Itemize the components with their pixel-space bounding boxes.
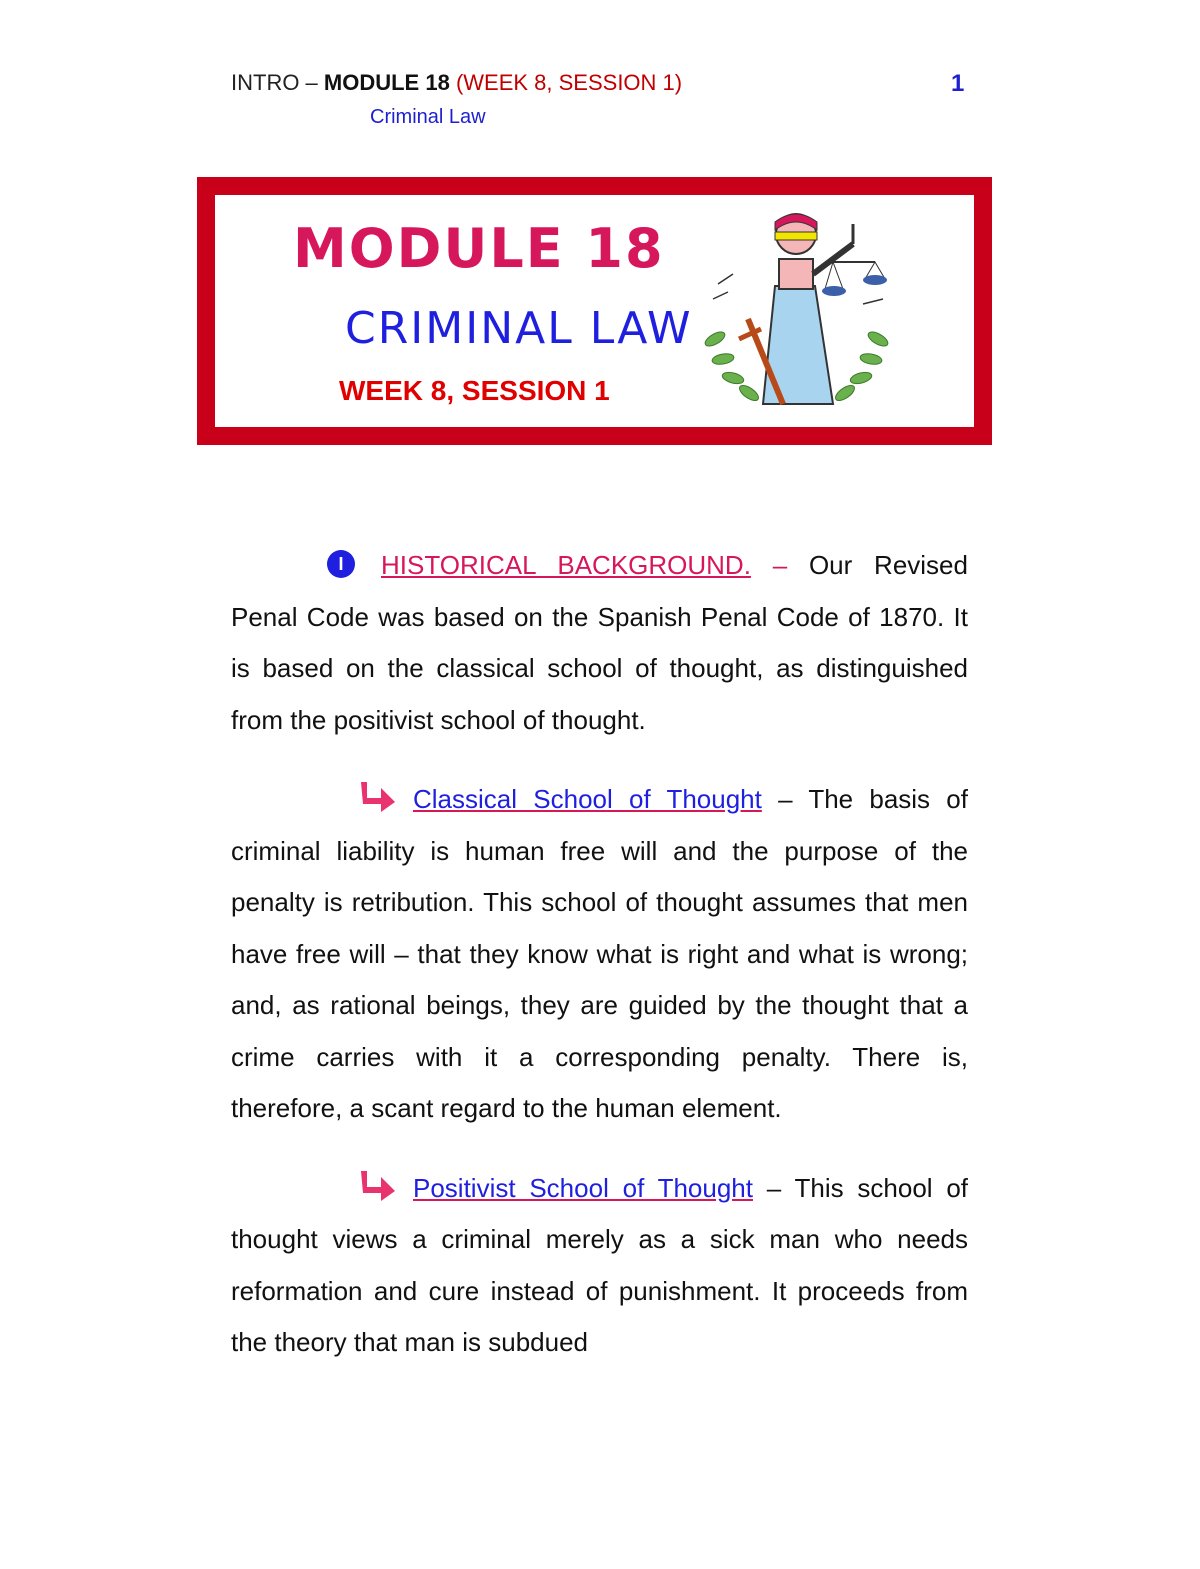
arrow-right-icon (357, 1167, 399, 1203)
positivist-heading: Positivist School of Thought (413, 1172, 753, 1203)
lady-justice-illustration (693, 204, 903, 420)
header-week: (WEEK 8, SESSION 1) (449, 70, 683, 95)
header-subject: Criminal Law (370, 106, 486, 128)
header-module: MODULE 18 (323, 70, 450, 95)
header-title (231, 70, 682, 96)
classical-text: – The basis of criminal liability is human free will and the purpose of the penalty is retribution. This school of thought assumes that men have free will – that they know what is right and what is wrong; and, as rational beings, they are guided by the thought that a crime carries with it a corresponding penalty. There is, therefore, a scant regard to the human element. (231, 784, 968, 1123)
arrow-right-icon (357, 778, 399, 814)
banner-week: WEEK 8, SESSION 1 (339, 375, 610, 406)
classical-heading: Classical School of Thought (413, 784, 762, 814)
heading-dash: – (750, 550, 809, 580)
page-number: 1 (951, 70, 965, 97)
historical-paragraph (231, 540, 968, 746)
historical-heading: HISTORICAL BACKGROUND. (381, 550, 751, 580)
classical-paragraph (231, 774, 968, 1135)
historical-text: Our Revised Penal Code was based on the Spanish Penal Code of 1870. It is based on the classical school of thought, as distinguished from the positivist school of thought. (231, 550, 968, 735)
roman-numeral-marker: I (327, 550, 355, 578)
banner-subtitle: CRIMINAL LAW (345, 303, 693, 354)
module-banner (197, 177, 992, 445)
banner-title: MODULE 18 (293, 217, 665, 280)
positivist-paragraph (231, 1163, 968, 1369)
document-body (231, 540, 968, 1397)
positivist-text: – This school of thought views a criminal merely as a sick man who needs reformation and cure instead of punishment. It proceeds from the theory that man is subdued (231, 1172, 969, 1357)
header-intro: INTRO – (231, 70, 324, 95)
